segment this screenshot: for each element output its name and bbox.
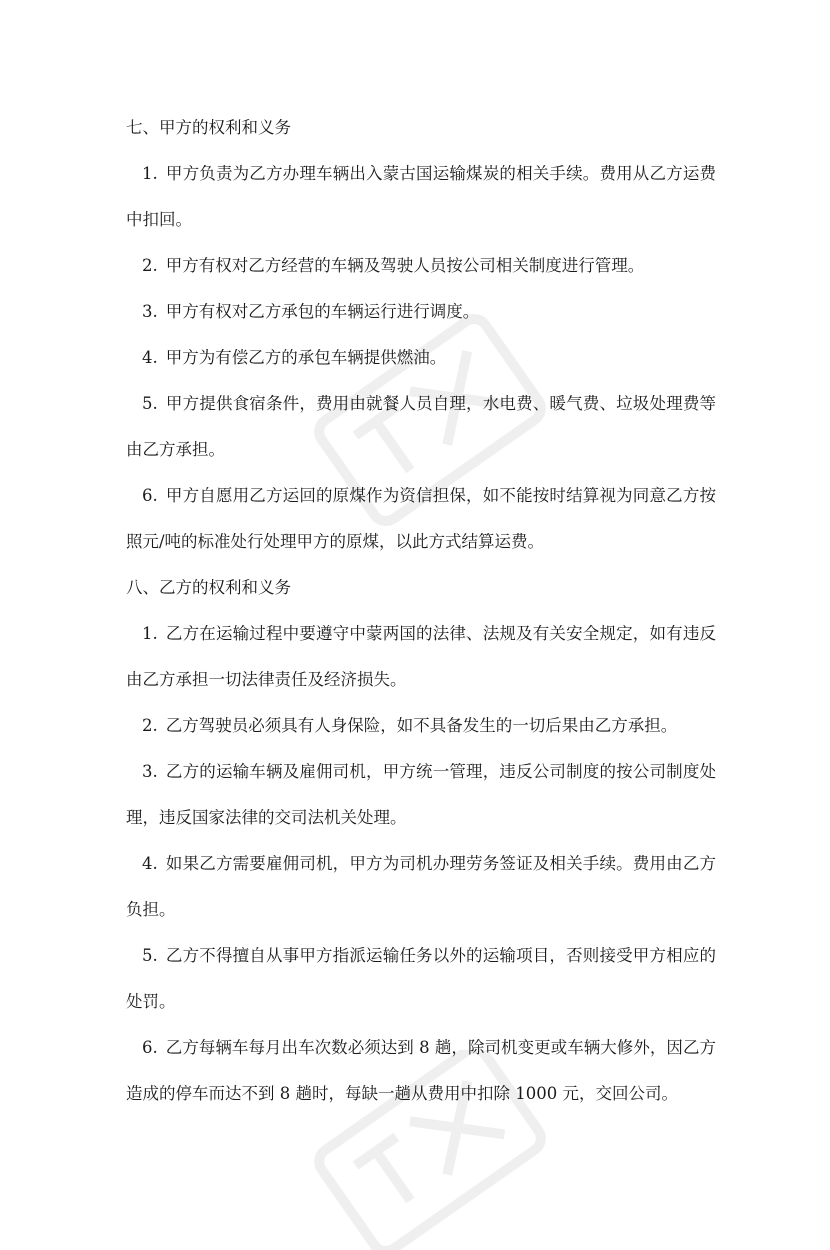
clause-number: 1.: [142, 164, 158, 183]
clause-text: 甲方有权对乙方经营的车辆及驾驶人员按公司相关制度进行管理。: [165, 256, 645, 275]
section-heading-8: 八、乙方的权利和义务: [126, 578, 291, 597]
clause-7-5: [126, 381, 716, 473]
clause-number: 6.: [142, 1038, 158, 1057]
clause-8-2: [126, 703, 716, 749]
clause-8-4: [126, 841, 716, 933]
clause-number: 2.: [142, 256, 158, 275]
clause-text: 甲方负责为乙方办理车辆出入蒙古国运输煤炭的相关手续。费用从乙方运费中扣回。: [126, 164, 716, 229]
clause-7-4: [126, 335, 716, 381]
clause-text: 乙方不得擅自从事甲方指派运输任务以外的运输项目，否则接受甲方相应的处罚。: [126, 946, 716, 1011]
clause-8-1: [126, 611, 716, 703]
clause-7-2: [126, 243, 716, 289]
clause-text: 甲方自愿用乙方运回的原煤作为资信担保，如不能按时结算视为同意乙方按照元/吨的标准处行处理甲方的原煤，以此方式结算运费。: [126, 486, 716, 551]
clause-number: 4.: [142, 348, 158, 367]
clause-number: 4.: [142, 854, 158, 873]
clause-number: 1.: [142, 624, 158, 643]
clause-8-5: [126, 933, 716, 1025]
clause-text: 甲方提供食宿条件，费用由就餐人员自理，水电费、暖气费、垃圾处理费等由乙方承担。: [126, 394, 716, 459]
clause-7-6: [126, 473, 716, 565]
clause-text: 乙方每辆车每月出车次数必须达到 8 趟，除司机变更或车辆大修外，因乙方造成的停车而达不到 8 趟时，每缺一趟从费用中扣除 1000 元，交回公司。: [126, 1038, 716, 1103]
clause-text: 甲方为有偿乙方的承包车辆提供燃油。: [165, 348, 447, 367]
document-body: [126, 105, 716, 1117]
clause-text: 甲方有权对乙方承包的车辆运行进行调度。: [165, 302, 480, 321]
clause-number: 6.: [142, 486, 158, 505]
clause-number: 5.: [142, 394, 158, 413]
clause-text: 乙方在运输过程中要遵守中蒙两国的法律、法规及有关安全规定，如有违反由乙方承担一切法律责任及经济损失。: [126, 624, 716, 689]
clause-number: 5.: [142, 946, 158, 965]
clause-number: 3.: [142, 302, 158, 321]
clause-7-1: [126, 151, 716, 243]
section-heading-7: 七、甲方的权利和义务: [126, 118, 291, 137]
clause-7-3: [126, 289, 716, 335]
clause-8-3: [126, 749, 716, 841]
clause-text: 乙方驾驶员必须具有人身保险，如不具备发生的一切后果由乙方承担。: [165, 716, 678, 735]
clause-text: 如果乙方需要雇佣司机，甲方为司机办理劳务签证及相关手续。费用由乙方负担。: [126, 854, 716, 919]
clause-text: 乙方的运输车辆及雇佣司机，甲方统一管理，违反公司制度的按公司制度处理，违反国家法律的交司法机关处理。: [126, 762, 716, 827]
clause-8-6: [126, 1025, 716, 1117]
clause-number: 3.: [142, 762, 158, 781]
clause-number: 2.: [142, 716, 158, 735]
